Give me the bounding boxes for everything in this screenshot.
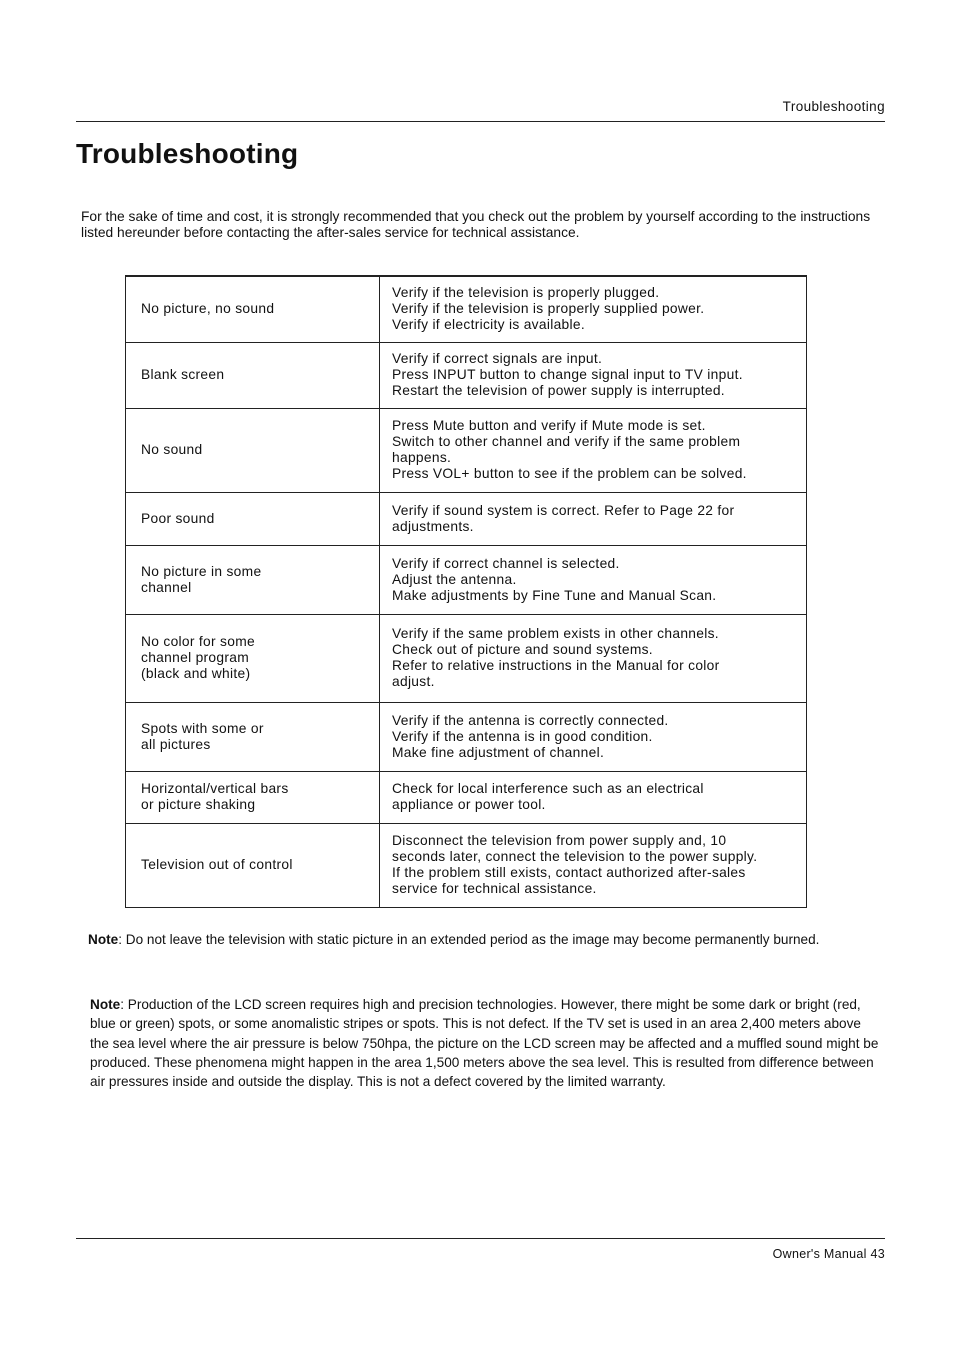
- solution-cell: [380, 492, 807, 545]
- solution-text: Check for local interference such as an electrical: [392, 781, 704, 796]
- problem-cell: [126, 492, 380, 545]
- footer-page-label: Owner's Manual 43: [772, 1247, 885, 1261]
- problem-text: No picture in some: [141, 563, 262, 579]
- solution-cell: [380, 702, 807, 771]
- problem-text: all pictures: [141, 736, 211, 752]
- solution-text: Verify if sound system is correct. Refer to Page 22 for: [392, 502, 735, 518]
- solution-text: Press INPUT button to change signal input to TV input.: [392, 367, 743, 382]
- problem-text: (black and white): [141, 666, 251, 681]
- problem-text: Blank screen: [141, 367, 225, 382]
- solution-text: Verify if the television is properly plugged.: [392, 285, 660, 301]
- solution-cell: [380, 823, 807, 907]
- table-row: [126, 545, 807, 614]
- header-title: Troubleshooting: [782, 99, 885, 114]
- table-row: [126, 492, 807, 545]
- solution-text: adjust.: [392, 674, 435, 689]
- solution-text: service for technical assistance.: [392, 881, 597, 896]
- table-row: [126, 342, 807, 408]
- solution-cell: [380, 408, 807, 492]
- solution-text: Press Mute button and verify if Mute mode is set.: [392, 418, 706, 433]
- problem-text: No picture, no sound: [141, 301, 275, 317]
- solution-text: Verify if the television is properly supplied power.: [392, 301, 705, 317]
- solution-text: seconds later, connect the television to the power supply.: [392, 849, 758, 864]
- note-text: : Production of the LCD screen requires high and precision technologies. However, there might be some dark or bright (red, blue or green) spots, or some anomalistic stripes or spots. This is not defect. If the TV set is used in an area 2,400 meters above the sea level where the air pressure is below 750hpa, the picture on the LCD screen may be affected and a muffled sound might be produced. These phenomena might happen in the area 1,500 meters above the sea level. This is resulted from difference between air pressures inside and outside the display. This is not a defect covered by the limited warranty.: [90, 997, 879, 1090]
- problem-cell: [126, 771, 380, 823]
- solution-cell: [380, 276, 807, 342]
- solution-cell: [380, 614, 807, 702]
- solution-text: Verify if the antenna is correctly connected.: [392, 712, 669, 728]
- solution-text: Restart the television of power supply is interrupted.: [392, 383, 725, 398]
- solution-text: Check out of picture and sound systems.: [392, 642, 653, 657]
- note-lcd-production: [90, 995, 880, 1091]
- page-title: Troubleshooting: [76, 138, 299, 169]
- note-text: : Do not leave the television with static picture in an extended period as the image may become permanently burned.: [118, 932, 820, 947]
- problem-cell: [126, 408, 380, 492]
- problem-text: Spots with some or: [141, 720, 264, 736]
- problem-cell: [126, 823, 380, 907]
- problem-text: channel program: [141, 650, 250, 665]
- problem-cell: [126, 702, 380, 771]
- solution-text: happens.: [392, 450, 452, 465]
- problem-text: No color for some: [141, 634, 255, 649]
- troubleshooting-table: [125, 275, 807, 908]
- problem-cell: [126, 545, 380, 614]
- solution-text: Verify if the same problem exists in other channels.: [392, 626, 719, 641]
- table-row: [126, 614, 807, 702]
- solution-cell: [380, 342, 807, 408]
- solution-text: Make adjustments by Fine Tune and Manual Scan.: [392, 587, 717, 603]
- note-static-picture: [88, 932, 888, 947]
- solution-cell: [380, 545, 807, 614]
- solution-text: appliance or power tool.: [392, 797, 546, 812]
- problem-text: or picture shaking: [141, 797, 256, 812]
- table-row: [126, 276, 807, 342]
- solution-text: Disconnect the television from power supply and, 10: [392, 833, 727, 848]
- footer-rule: [76, 1238, 885, 1239]
- solution-cell: [380, 771, 807, 823]
- table-row: [126, 771, 807, 823]
- header-rule: [76, 121, 885, 122]
- problem-text: Horizontal/vertical bars: [141, 781, 289, 796]
- solution-text: Press VOL+ button to see if the problem can be solved.: [392, 466, 747, 481]
- table-row: [126, 702, 807, 771]
- problem-text: Poor sound: [141, 510, 215, 526]
- solution-text: Make fine adjustment of channel.: [392, 744, 605, 760]
- solution-text: Verify if correct channel is selected.: [392, 555, 620, 571]
- solution-text: Verify if electricity is available.: [392, 317, 585, 333]
- problem-cell: [126, 342, 380, 408]
- solution-text: Verify if correct signals are input.: [392, 351, 603, 366]
- problem-text: channel: [141, 579, 192, 595]
- table-row: [126, 823, 807, 907]
- solution-text: Verify if the antenna is in good condition.: [392, 728, 653, 744]
- solution-text: Adjust the antenna.: [392, 571, 517, 587]
- table-row: [126, 408, 807, 492]
- solution-text: If the problem still exists, contact authorized after-sales: [392, 865, 746, 880]
- problem-cell: [126, 276, 380, 342]
- solution-text: Refer to relative instructions in the Manual for color: [392, 658, 720, 673]
- intro-paragraph: For the sake of time and cost, it is strongly recommended that you check out the problem by yourself according to the instructions listed hereunder before contacting the after-sales service for technical assistance.: [81, 209, 871, 240]
- problem-text: Television out of control: [141, 857, 293, 872]
- note-label: Note: [90, 997, 121, 1012]
- note-label: Note: [88, 932, 119, 947]
- solution-text: Switch to other channel and verify if the same problem: [392, 434, 741, 449]
- solution-text: adjustments.: [392, 518, 474, 534]
- problem-cell: [126, 614, 380, 702]
- problem-text: No sound: [141, 442, 203, 457]
